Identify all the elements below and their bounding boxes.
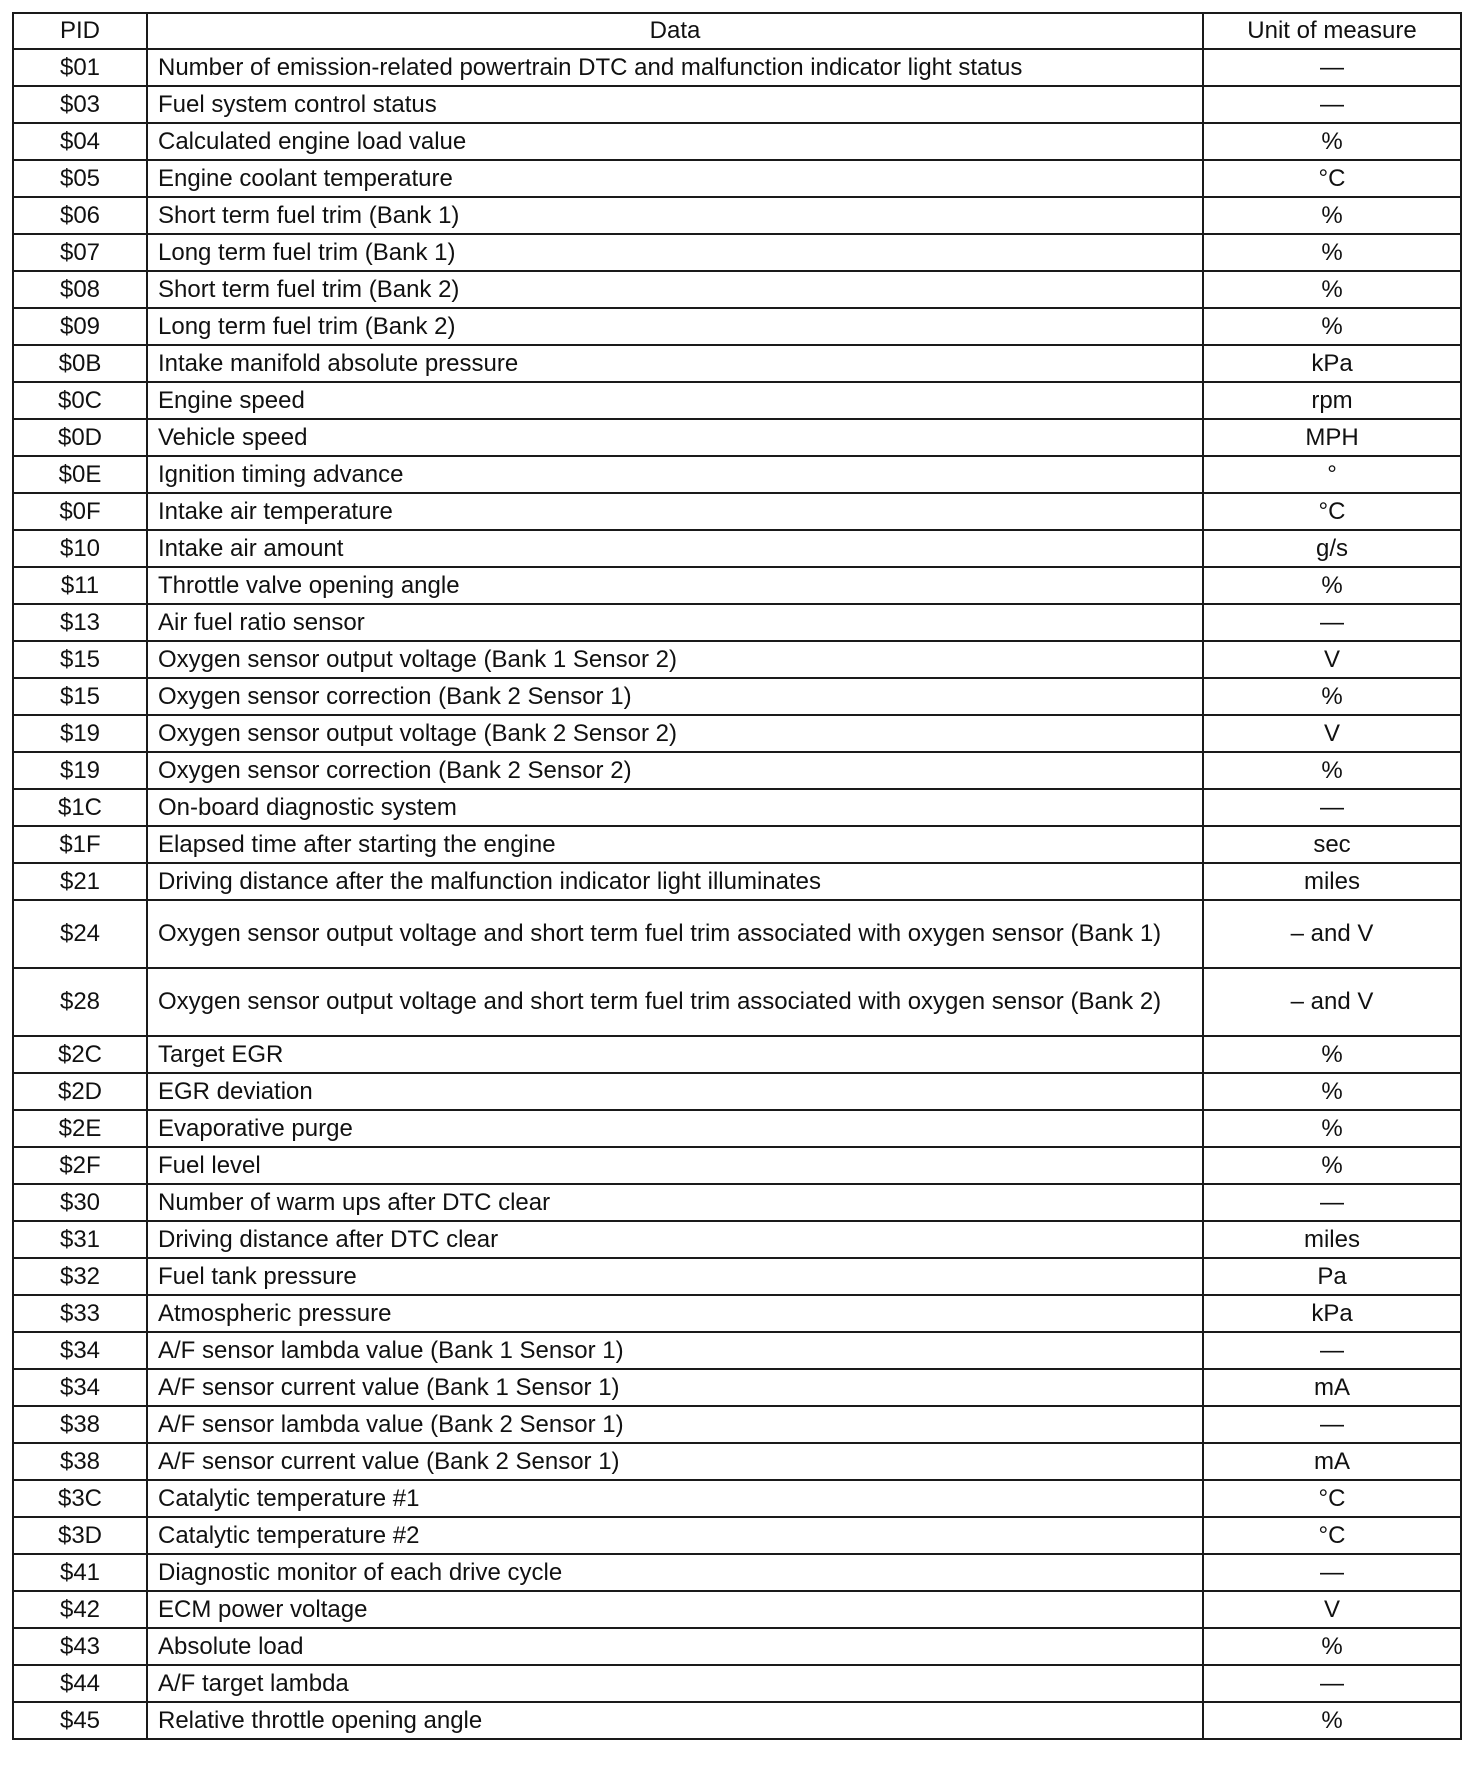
pid-cell: $31 [13, 1221, 147, 1258]
table-row [13, 86, 1461, 123]
pid-cell: $24 [13, 900, 147, 968]
pid-cell: $3D [13, 1517, 147, 1554]
unit-cell: V [1203, 641, 1461, 678]
unit-cell: — [1203, 1184, 1461, 1221]
unit-cell: Pa [1203, 1258, 1461, 1295]
unit-cell: — [1203, 1554, 1461, 1591]
pid-cell: $13 [13, 604, 147, 641]
table-row [13, 863, 1461, 900]
pid-cell: $09 [13, 308, 147, 345]
data-cell: Oxygen sensor output voltage (Bank 1 Sensor 2) [147, 641, 1203, 678]
pid-cell: $19 [13, 752, 147, 789]
table-row [13, 1073, 1461, 1110]
pid-cell: $03 [13, 86, 147, 123]
data-cell: Intake manifold absolute pressure [147, 345, 1203, 382]
table-row [13, 678, 1461, 715]
table-row [13, 345, 1461, 382]
pid-cell: $2F [13, 1147, 147, 1184]
header-row [13, 13, 1461, 49]
unit-cell: % [1203, 678, 1461, 715]
table-header [13, 13, 1461, 49]
table-row [13, 1147, 1461, 1184]
table-row [13, 308, 1461, 345]
unit-cell: % [1203, 234, 1461, 271]
table-row [13, 234, 1461, 271]
pid-cell: $34 [13, 1332, 147, 1369]
data-cell: Fuel system control status [147, 86, 1203, 123]
table-row [13, 493, 1461, 530]
table-row [13, 1480, 1461, 1517]
unit-cell: mA [1203, 1443, 1461, 1480]
table-row [13, 752, 1461, 789]
data-cell: A/F sensor current value (Bank 2 Sensor 1) [147, 1443, 1203, 1480]
pid-cell: $28 [13, 968, 147, 1036]
unit-cell: % [1203, 567, 1461, 604]
data-cell: Engine coolant temperature [147, 160, 1203, 197]
pid-cell: $19 [13, 715, 147, 752]
unit-cell: — [1203, 1406, 1461, 1443]
data-cell: Elapsed time after starting the engine [147, 826, 1203, 863]
data-cell: Fuel level [147, 1147, 1203, 1184]
unit-cell: rpm [1203, 382, 1461, 419]
unit-cell: sec [1203, 826, 1461, 863]
unit-cell: °C [1203, 1517, 1461, 1554]
unit-cell: – and V [1203, 968, 1461, 1036]
unit-cell: — [1203, 604, 1461, 641]
pid-cell: $41 [13, 1554, 147, 1591]
header-data: Data [147, 13, 1203, 49]
table-row [13, 530, 1461, 567]
unit-cell: % [1203, 308, 1461, 345]
pid-cell: $0E [13, 456, 147, 493]
data-cell: Oxygen sensor correction (Bank 2 Sensor 2) [147, 752, 1203, 789]
table-row [13, 1554, 1461, 1591]
data-cell: Catalytic temperature #1 [147, 1480, 1203, 1517]
unit-cell: °C [1203, 1480, 1461, 1517]
table-row [13, 1110, 1461, 1147]
table-row [13, 123, 1461, 160]
header-unit: Unit of measure [1203, 13, 1461, 49]
unit-cell: % [1203, 123, 1461, 160]
data-cell: Short term fuel trim (Bank 2) [147, 271, 1203, 308]
unit-cell: % [1203, 1147, 1461, 1184]
table-row [13, 968, 1461, 1036]
pid-cell: $0B [13, 345, 147, 382]
pid-cell: $38 [13, 1406, 147, 1443]
table-row [13, 1591, 1461, 1628]
data-cell: Driving distance after DTC clear [147, 1221, 1203, 1258]
data-cell: Oxygen sensor output voltage and short term fuel trim associated with oxygen sensor (Bank 2) [147, 968, 1203, 1036]
table-body [13, 49, 1461, 1739]
unit-cell: % [1203, 1073, 1461, 1110]
table-row [13, 1184, 1461, 1221]
unit-cell: % [1203, 1036, 1461, 1073]
unit-cell: % [1203, 1110, 1461, 1147]
pid-cell: $44 [13, 1665, 147, 1702]
table-row [13, 826, 1461, 863]
data-cell: Oxygen sensor output voltage and short term fuel trim associated with oxygen sensor (Bank 1) [147, 900, 1203, 968]
unit-cell: % [1203, 1702, 1461, 1739]
table-row [13, 789, 1461, 826]
pid-cell: $0C [13, 382, 147, 419]
table-row [13, 1221, 1461, 1258]
data-cell: EGR deviation [147, 1073, 1203, 1110]
pid-cell: $30 [13, 1184, 147, 1221]
table-row [13, 567, 1461, 604]
pid-cell: $15 [13, 678, 147, 715]
unit-cell: kPa [1203, 345, 1461, 382]
data-cell: Catalytic temperature #2 [147, 1517, 1203, 1554]
unit-cell: ° [1203, 456, 1461, 493]
data-cell: Oxygen sensor output voltage (Bank 2 Sensor 2) [147, 715, 1203, 752]
data-cell: Target EGR [147, 1036, 1203, 1073]
data-cell: Oxygen sensor correction (Bank 2 Sensor 1) [147, 678, 1203, 715]
pid-cell: $05 [13, 160, 147, 197]
pid-cell: $11 [13, 567, 147, 604]
data-cell: A/F sensor lambda value (Bank 2 Sensor 1) [147, 1406, 1203, 1443]
table-row [13, 1628, 1461, 1665]
pid-cell: $43 [13, 1628, 147, 1665]
data-cell: A/F sensor lambda value (Bank 1 Sensor 1) [147, 1332, 1203, 1369]
pid-cell: $2E [13, 1110, 147, 1147]
table-row [13, 49, 1461, 86]
pid-cell: $06 [13, 197, 147, 234]
pid-cell: $32 [13, 1258, 147, 1295]
data-cell: A/F sensor current value (Bank 1 Sensor 1) [147, 1369, 1203, 1406]
data-cell: Vehicle speed [147, 419, 1203, 456]
unit-cell: — [1203, 1665, 1461, 1702]
table-row [13, 641, 1461, 678]
pid-cell: $38 [13, 1443, 147, 1480]
table-row [13, 1369, 1461, 1406]
data-cell: Long term fuel trim (Bank 2) [147, 308, 1203, 345]
table-row [13, 1443, 1461, 1480]
unit-cell: — [1203, 86, 1461, 123]
table-row [13, 1258, 1461, 1295]
unit-cell: °C [1203, 493, 1461, 530]
table-row [13, 1665, 1461, 1702]
unit-cell: V [1203, 1591, 1461, 1628]
data-cell: Relative throttle opening angle [147, 1702, 1203, 1739]
table-row [13, 382, 1461, 419]
data-cell: Driving distance after the malfunction indicator light illuminates [147, 863, 1203, 900]
pid-cell: $08 [13, 271, 147, 308]
pid-cell: $2D [13, 1073, 147, 1110]
table-row [13, 1702, 1461, 1739]
table-row [13, 1406, 1461, 1443]
table-row [13, 197, 1461, 234]
pid-cell: $1C [13, 789, 147, 826]
table-row [13, 604, 1461, 641]
data-cell: Number of emission-related powertrain DTC and malfunction indicator light status [147, 49, 1203, 86]
data-cell: Intake air amount [147, 530, 1203, 567]
pid-cell: $1F [13, 826, 147, 863]
unit-cell: — [1203, 49, 1461, 86]
data-cell: Throttle valve opening angle [147, 567, 1203, 604]
table-row [13, 419, 1461, 456]
table-row [13, 1036, 1461, 1073]
table-row [13, 1332, 1461, 1369]
data-cell: Fuel tank pressure [147, 1258, 1203, 1295]
unit-cell: % [1203, 197, 1461, 234]
unit-cell: – and V [1203, 900, 1461, 968]
unit-cell: MPH [1203, 419, 1461, 456]
unit-cell: g/s [1203, 530, 1461, 567]
unit-cell: V [1203, 715, 1461, 752]
table-row [13, 456, 1461, 493]
data-cell: Absolute load [147, 1628, 1203, 1665]
unit-cell: — [1203, 789, 1461, 826]
pid-cell: $21 [13, 863, 147, 900]
pid-cell: $04 [13, 123, 147, 160]
data-cell: Ignition timing advance [147, 456, 1203, 493]
pid-cell: $33 [13, 1295, 147, 1332]
pid-cell: $10 [13, 530, 147, 567]
unit-cell: % [1203, 752, 1461, 789]
unit-cell: miles [1203, 863, 1461, 900]
pid-cell: $42 [13, 1591, 147, 1628]
data-cell: Air fuel ratio sensor [147, 604, 1203, 641]
pid-cell: $0D [13, 419, 147, 456]
unit-cell: °C [1203, 160, 1461, 197]
table-row [13, 271, 1461, 308]
data-cell: A/F target lambda [147, 1665, 1203, 1702]
table-row [13, 900, 1461, 968]
pid-cell: $45 [13, 1702, 147, 1739]
data-cell: Intake air temperature [147, 493, 1203, 530]
table-row [13, 715, 1461, 752]
data-cell: Atmospheric pressure [147, 1295, 1203, 1332]
pid-cell: $15 [13, 641, 147, 678]
data-cell: On-board diagnostic system [147, 789, 1203, 826]
pid-cell: $07 [13, 234, 147, 271]
unit-cell: mA [1203, 1369, 1461, 1406]
pid-cell: $0F [13, 493, 147, 530]
data-cell: Evaporative purge [147, 1110, 1203, 1147]
table-row [13, 160, 1461, 197]
header-pid: PID [13, 13, 147, 49]
data-cell: Number of warm ups after DTC clear [147, 1184, 1203, 1221]
data-cell: Long term fuel trim (Bank 1) [147, 234, 1203, 271]
data-cell: Engine speed [147, 382, 1203, 419]
data-cell: Calculated engine load value [147, 123, 1203, 160]
table-row [13, 1517, 1461, 1554]
unit-cell: — [1203, 1332, 1461, 1369]
data-cell: Short term fuel trim (Bank 1) [147, 197, 1203, 234]
pid-cell: $2C [13, 1036, 147, 1073]
pid-cell: $3C [13, 1480, 147, 1517]
table-row [13, 1295, 1461, 1332]
unit-cell: miles [1203, 1221, 1461, 1258]
unit-cell: kPa [1203, 1295, 1461, 1332]
pid-cell: $34 [13, 1369, 147, 1406]
pid-data-table [12, 12, 1462, 1740]
data-cell: ECM power voltage [147, 1591, 1203, 1628]
pid-cell: $01 [13, 49, 147, 86]
unit-cell: % [1203, 271, 1461, 308]
unit-cell: % [1203, 1628, 1461, 1665]
data-cell: Diagnostic monitor of each drive cycle [147, 1554, 1203, 1591]
